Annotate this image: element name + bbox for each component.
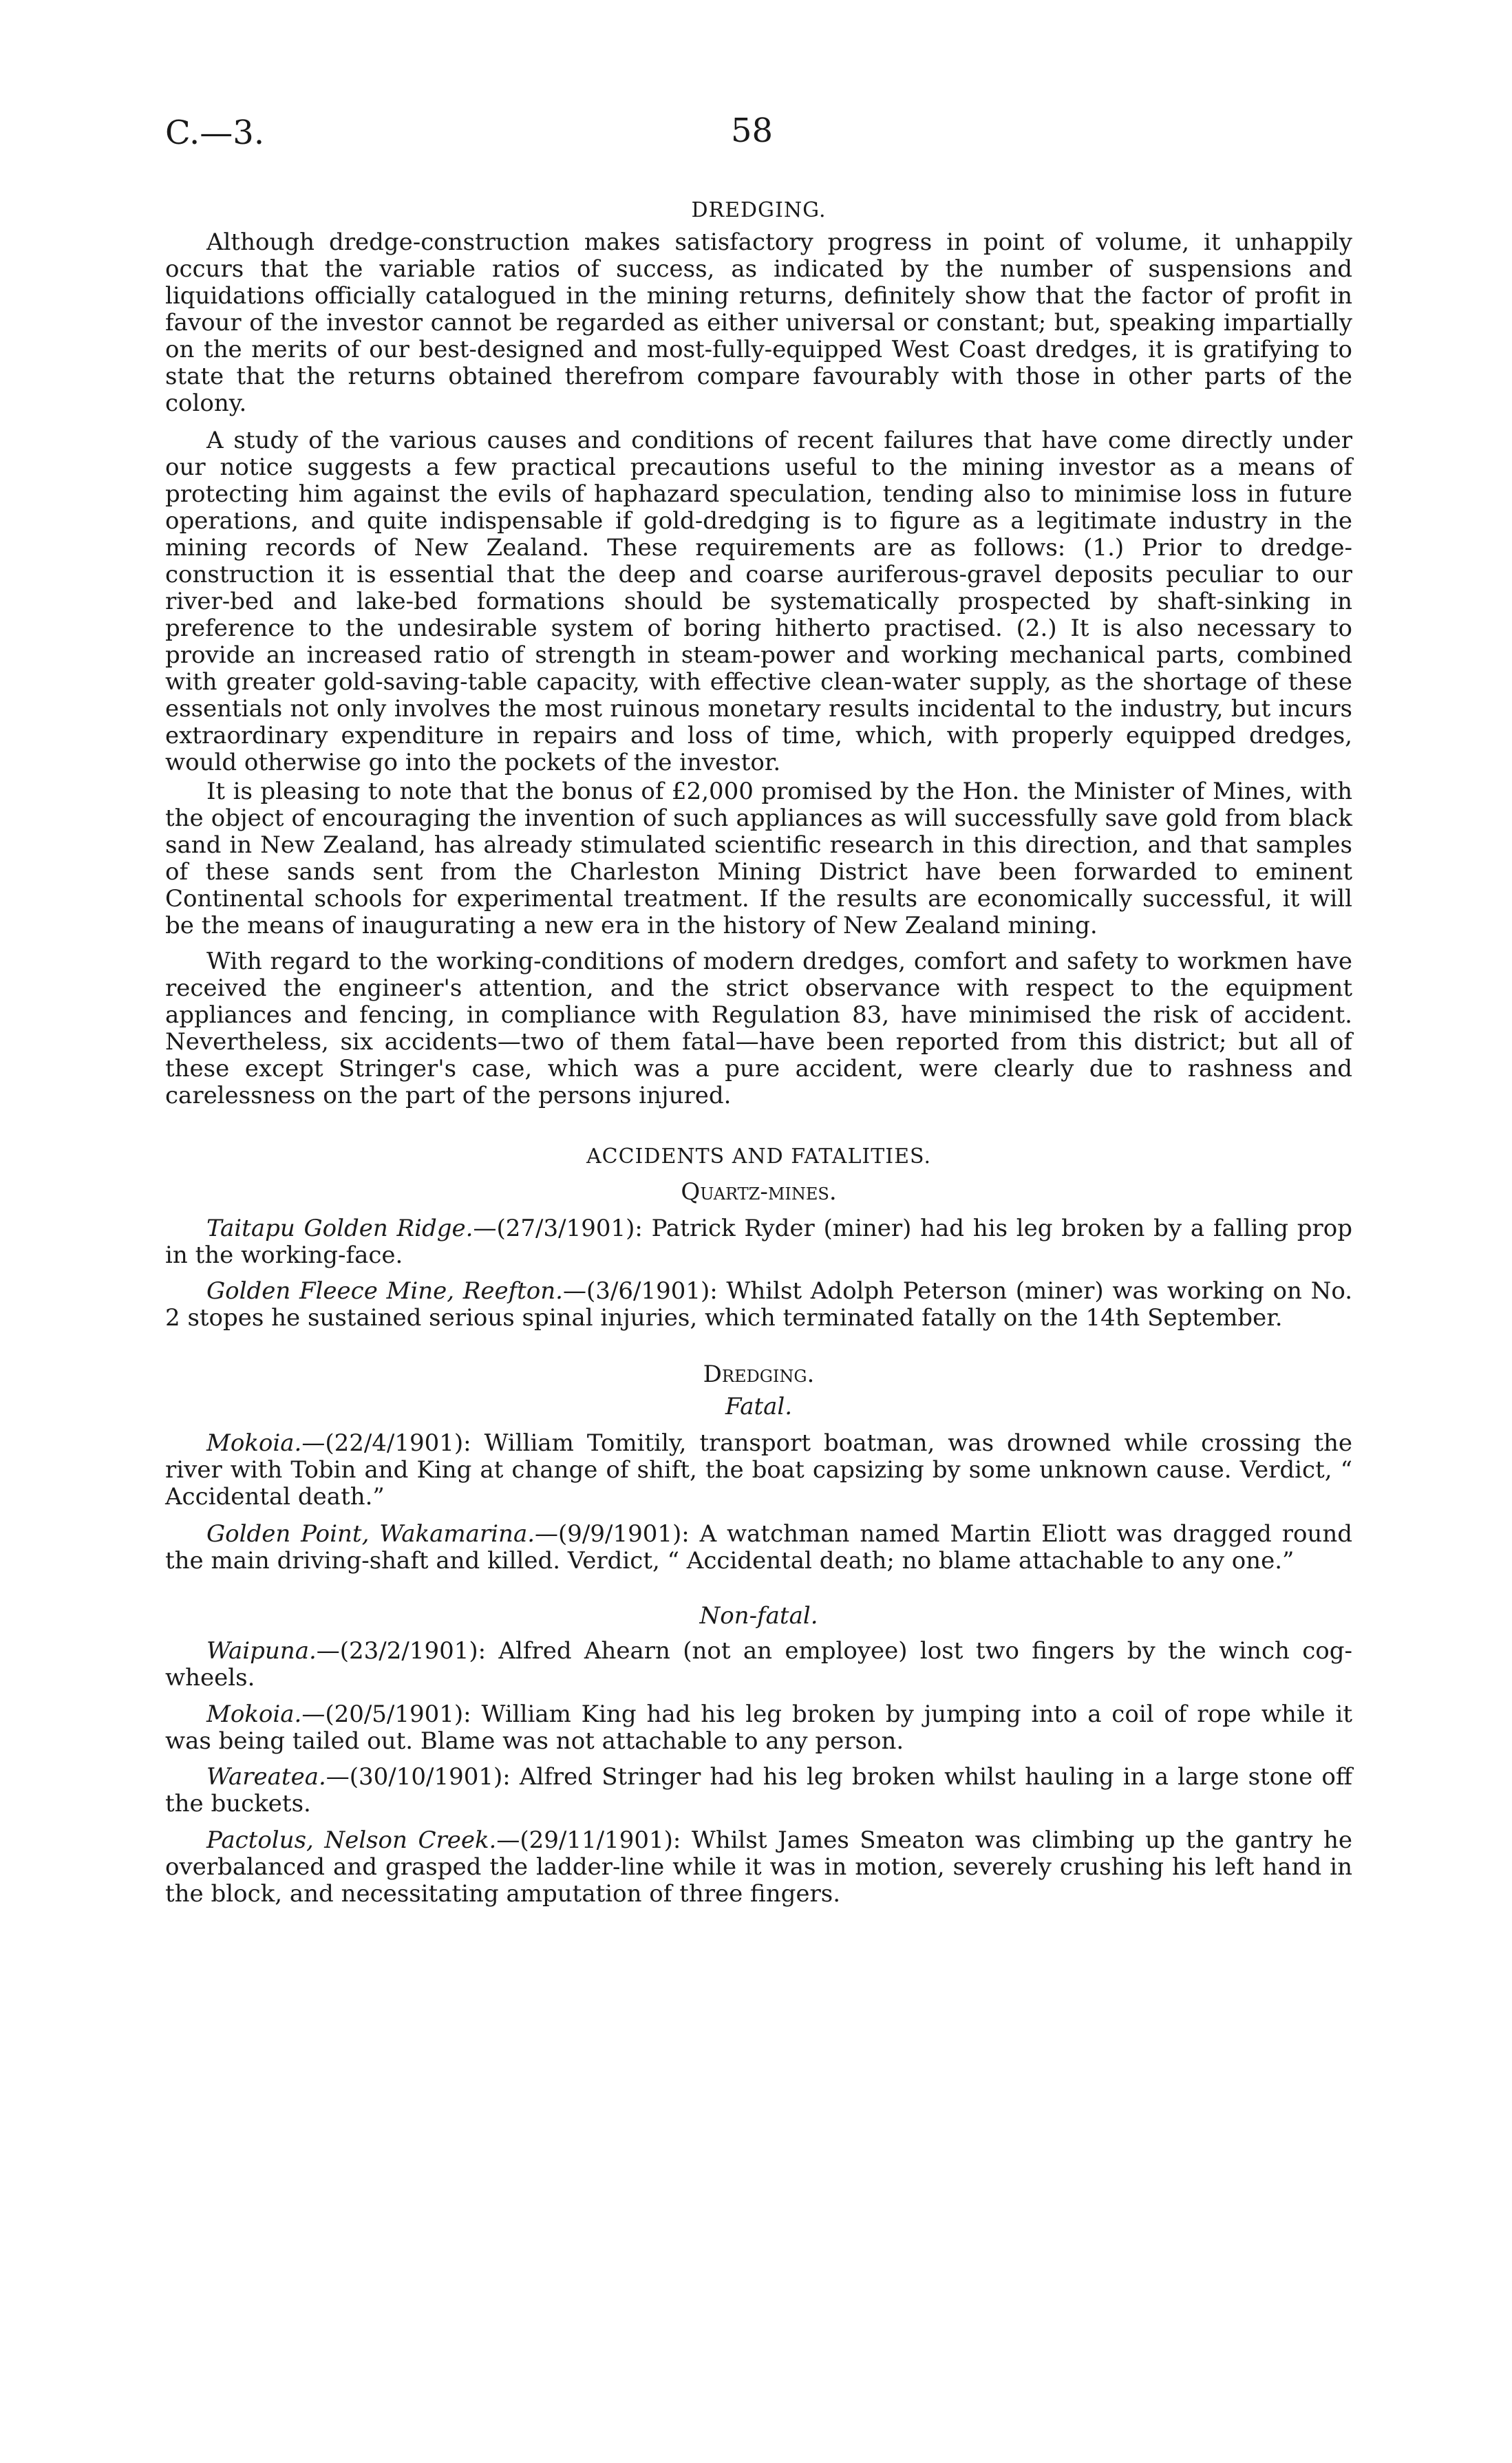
accident-place: Taitapu Golden Ridge. [206, 1215, 473, 1242]
accident-entry [165, 1278, 1352, 1332]
accident-text: —(20/5/1901): William King had his leg broken by jumping into a coil of rope while it was being tailed out. Blame was not attachable to any person. [165, 1700, 1352, 1755]
accident-text: —(29/11/1901): Whilst James Smeaton was climbing up the gantry he overbalanced and grasped the ladder-line while it was in motion, severely crushing his left hand in the block, and necessitating amputation of three fingers. [165, 1826, 1352, 1908]
accident-text: —(3/6/1901): Whilst Adolph Peterson (miner) was working on No. 2 stopes he sustained serious spinal injuries, which terminated fatally on the 14th September. [165, 1277, 1353, 1332]
dredging-subheading: Dredging. [703, 1361, 815, 1388]
accident-place: Waipuna. [206, 1637, 317, 1665]
accident-place: Pactolus, Nelson Creek. [206, 1826, 497, 1854]
dredging-paragraph-3: It is pleasing to note that the bonus of £2,000 promised by the Hon. the Minister of Mines, with the object of encouraging the invention of such appliances as will successfully save gold from black sand in New Zealand, has already stimulated scientific research in this direction, and that samples of these sands sent from the Charleston Mining District have been forwarded to eminent Continental schools for experimental treatment. If the results are economically successful, it will be the means of inaugurating a new era in the history of New Zealand mining. [165, 778, 1352, 939]
accident-place: Mokoia. [206, 1700, 302, 1728]
dredging-paragraph-2: A study of the various causes and conditions of recent failures that have come directly under our notice suggests a few practical precautions useful to the mining investor as a means of protecting him against the evils of haphazard speculation, tending also to minimise loss in future operations, and quite indispensable if gold-dredging is to figure as a legitimate industry in the mining records of New Zealand. These requirements are as follows: (1.) Prior to dredge-construction it is essential that the deep and coarse auriferous-gravel deposits peculiar to our river-bed and lake-bed formations should be systematically prospected by shaft-sinking in preference to the undesirable system of boring hitherto practised. (2.) It is also necessary to provide an increased ratio of strength in steam-power and working mechanical parts, combined with greater gold-saving-table capacity, with effective clean-water supply, as the shortage of these essentials not only involves the most ruinous monetary results incidental to the industry, but incurs extraordinary expenditure in repairs and loss of time, which, with properly equipped dredges, would otherwise go into the pockets of the investor. [165, 427, 1352, 776]
dredging-paragraph-1: Although dredge-construction makes satisfactory progress in point of volume, it unhappily occurs that the variable ratios of success, as indicated by the number of suspensions and liquidations officially catalogued in the mining returns, definitely show that the factor of profit in favour of the investor cannot be regarded as either universal or constant; but, speaking impartially on the merits of our best-designed and most-fully-equipped West Coast dredges, it is gratifying to state that the returns obtained therefrom compare favourably with those in other parts of the colony. [165, 228, 1352, 417]
accident-entry [165, 1701, 1352, 1755]
fatal-heading: Fatal. [725, 1393, 793, 1420]
parliamentary-paper-code: C.—3. [165, 114, 265, 152]
accident-entry [165, 1764, 1352, 1817]
accident-place: Wareatea. [206, 1763, 326, 1791]
accident-text: —(30/10/1901): Alfred Stringer had his leg broken whilst hauling in a large stone off the buckets. [165, 1763, 1352, 1817]
accident-entry [165, 1215, 1352, 1269]
accident-text: —(23/2/1901): Alfred Ahearn (not an employee) lost two fingers by the winch cog-wheels. [165, 1637, 1352, 1692]
dredging-section-title: DREDGING. [691, 198, 827, 222]
accident-entry [165, 1827, 1352, 1908]
accident-place: Golden Fleece Mine, Reefton. [206, 1277, 563, 1305]
accident-place: Golden Point, Wakamarina. [206, 1520, 535, 1548]
accident-entry [165, 1638, 1352, 1692]
accident-entry [165, 1430, 1352, 1511]
non-fatal-heading: Non-fatal. [699, 1602, 818, 1630]
accident-text: —(22/4/1901): William Tomitily, transport boatman, was drowned while crossing the river with Tobin and King at change of shift, the boat capsizing by some unknown cause. Verdict, “ Accidental death.” [165, 1429, 1352, 1511]
accident-entry [165, 1521, 1352, 1575]
accident-place: Mokoia. [206, 1429, 302, 1457]
quartz-mines-heading: Quartz-mines. [681, 1178, 837, 1206]
dredging-paragraph-4: With regard to the working-conditions of modern dredges, comfort and safety to workmen have received the engineer's attention, and the strict observance with respect to the equipment appliances and fencing, in compliance with Regulation 83, have minimised the risk of accident. Nevertheless, six accidents—two of them fatal—have been reported from this district; but all of these except Stringer's case, which was a pure accident, were clearly due to rashness and carelessness on the part of the persons injured. [165, 948, 1352, 1109]
accidents-section-title: ACCIDENTS AND FATALITIES. [586, 1144, 932, 1169]
accident-text: —(27/3/1901): Patrick Ryder (miner) had his leg broken by a falling prop in the working-face. [165, 1215, 1352, 1269]
page-number: 58 [731, 111, 774, 150]
accident-text: —(9/9/1901): A watchman named Martin Eliott was dragged round the main driving-shaft and killed. Verdict, “ Accidental death; no blame attachable to any one.” [165, 1520, 1352, 1575]
